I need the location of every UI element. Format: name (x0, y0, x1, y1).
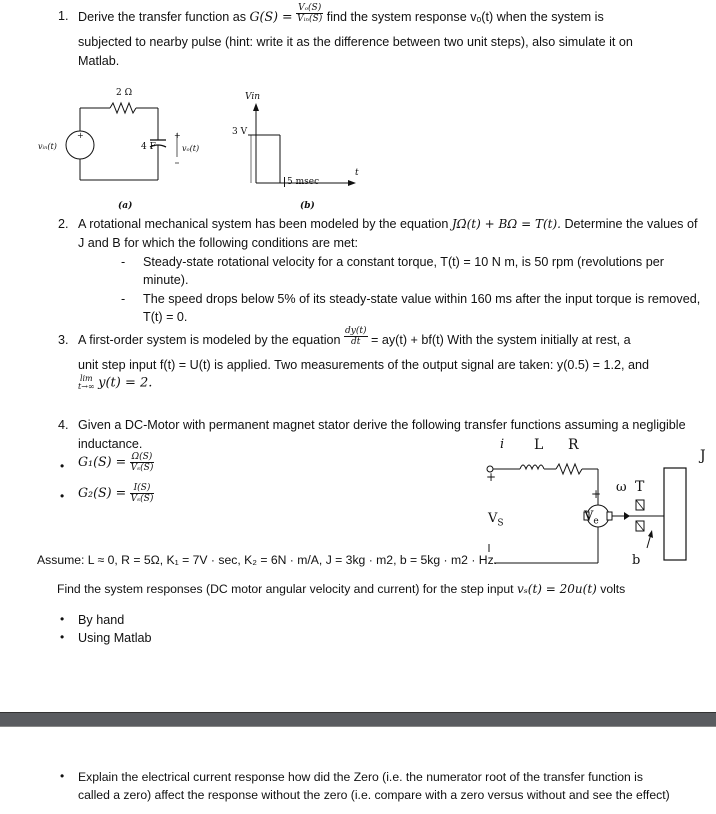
motor-brush-right (607, 512, 612, 520)
matlab-bullet: • (60, 630, 65, 644)
q2-line2: J and B for which the following conditions are met: (78, 236, 359, 250)
q1-text-pre: Derive the transfer function as (78, 10, 246, 24)
q1-line3: Matlab. (78, 54, 120, 68)
q2-number: 2. (58, 217, 69, 231)
motor-resistor (556, 464, 582, 474)
q3-line1 (78, 326, 631, 348)
by-hand-bullet: • (60, 612, 65, 626)
rc-circuit-figure (30, 85, 230, 195)
resistor-label: 2 Ω (116, 88, 133, 98)
q1-text-post: find the system response vₒ(t) when the system is (326, 10, 604, 24)
figure-a-caption: (a) (118, 201, 133, 211)
q1-fraction (296, 3, 323, 24)
inertia-label: J (700, 448, 706, 464)
q3-lim-top: lim (79, 374, 93, 383)
output-label: vₒ(t) (182, 144, 200, 153)
q1-number: 1. (58, 9, 69, 23)
dc-motor-figure (484, 448, 716, 568)
inductor-label: L (534, 437, 544, 453)
q3-lim-bot: t→∞ (78, 382, 95, 391)
pulse-level: 3 V (232, 127, 248, 137)
q2-equation: JΩ̇(t) + BΩ = T(t). (451, 217, 561, 231)
inductor-coil (520, 465, 544, 469)
section-divider (0, 712, 716, 727)
q2-cond1-b: minute). (143, 273, 189, 287)
ve-label (584, 509, 599, 527)
figure-b-caption: (b) (300, 201, 315, 211)
q4-line1: Given a DC-Motor with permanent magnet stator derive the following transfer functions assuming a negligible (78, 418, 686, 432)
q2-cond2-a: The speed drops below 5% of its steady-state value within 160 ms after the input torque is removed, (143, 292, 701, 306)
resistor-label-motor: R (568, 437, 579, 453)
g1-fraction (130, 452, 155, 473)
g1-den: Vₛ(S) (130, 463, 154, 473)
explain-line1: Explain the electrical current response how did the Zero (i.e. the numerator root of the transfer function is (78, 770, 643, 784)
ve-sub: e (593, 516, 599, 527)
explain-bullet: • (60, 769, 65, 783)
q1-frac-den: Vᵢₙ(S) (297, 14, 323, 25)
torque-label: T (635, 479, 645, 495)
find-text-pre: Find the system responses (DC motor angular velocity and current) for the step input (57, 582, 514, 596)
q2-cond2-b: T(t) = 0. (143, 310, 188, 324)
q1-line1 (78, 3, 604, 25)
find-text-post: volts (600, 582, 626, 596)
q3-lim (78, 375, 95, 391)
g2-label: G₂(S) = (78, 484, 127, 500)
damping-label: b (632, 553, 641, 568)
q3-limit (78, 375, 152, 391)
q2-dash-1: - (121, 255, 126, 269)
q2-text-post: Determine the values of (564, 217, 698, 231)
source-plus: + (77, 131, 84, 140)
vs-v: V (488, 511, 498, 526)
g1-expression (78, 452, 154, 473)
explain-line2: called a zero) affect the response without the zero (i.e. compare with a zero versus without and see the effect) (78, 788, 670, 802)
y-axis-arrowhead (253, 103, 259, 111)
inertia-load (664, 468, 686, 560)
q2-cond1-a: Steady-state rotational velocity for a constant torque, T(t) = 10 N m, is 50 rpm (revolutions per (143, 255, 664, 269)
q3-lim-expr: y(t) = 2. (98, 375, 153, 391)
q1-gs: G(S) = (249, 9, 293, 24)
ve-v: V (584, 509, 594, 524)
q3-line2: unit step input f(t) = U(t) is applied. Two measurements of the output signal are taken: y(0.5) = 1.2, and (78, 358, 649, 372)
plus-right: + (591, 487, 602, 501)
pulse-width-label: 5 msec (284, 177, 319, 187)
pulse-xlabel: t (355, 168, 359, 178)
capacitor-label: 4 F (141, 142, 156, 152)
output-plus: + (174, 131, 181, 140)
find-line (57, 582, 625, 596)
q4-line2: inductance. (78, 437, 143, 451)
g1-label: G₁(S) = (78, 453, 127, 469)
resistor-zigzag (110, 103, 136, 113)
by-hand-text: By hand (78, 613, 125, 627)
find-equation: vₛ(t) = 20u(t) (516, 582, 597, 596)
q1-line2: subjected to nearby pulse (hint: write it as the difference between two unit steps), also simulate it on (78, 35, 633, 49)
vs-label (488, 511, 504, 529)
g2-fraction (130, 483, 155, 504)
x-axis-arrowhead (348, 180, 356, 186)
q3-number: 3. (58, 333, 69, 347)
vs-sub: S (497, 518, 504, 529)
damping-arrowhead (648, 530, 653, 538)
q2-line1 (78, 217, 697, 231)
source-label: vᵢₙ(t) (38, 142, 57, 151)
q1-frac-num: Vₒ(S) (298, 3, 322, 14)
g1-num: Ω(S) (130, 452, 155, 463)
q2-dash-2: - (121, 292, 126, 306)
g1-bullet: • (60, 459, 65, 473)
q3-frac-num: dy(t) (345, 326, 367, 337)
g2-den: Vₛ(S) (130, 494, 154, 504)
assume-line: Assume: L ≈ 0, R = 5Ω, K₁ = 7V · sec, K₂ = 6N · m/A, J = 3kg · m2, b = 5kg · m2 · Hz. (37, 553, 498, 567)
q4-number: 4. (58, 418, 69, 432)
q3-frac-den: dt (351, 337, 361, 348)
pulse-ylabel: Vin (245, 92, 261, 102)
q3-fraction (344, 326, 368, 347)
current-label: i (500, 437, 505, 452)
matlab-text: Using Matlab (78, 631, 152, 645)
omega-label: ω (616, 480, 627, 495)
q2-text-pre: A rotational mechanical system has been modeled by the equation (78, 217, 449, 231)
g2-bullet: • (60, 489, 65, 503)
g2-expression (78, 483, 154, 504)
q3-text-post: = ay(t) + bf(t) With the system initially at rest, a (371, 333, 631, 347)
q3-text-pre: A first-order system is modeled by the equation (78, 333, 341, 347)
torque-arrowhead (624, 512, 630, 520)
plus-left: + (486, 470, 497, 484)
g2-num: I(S) (130, 483, 155, 494)
